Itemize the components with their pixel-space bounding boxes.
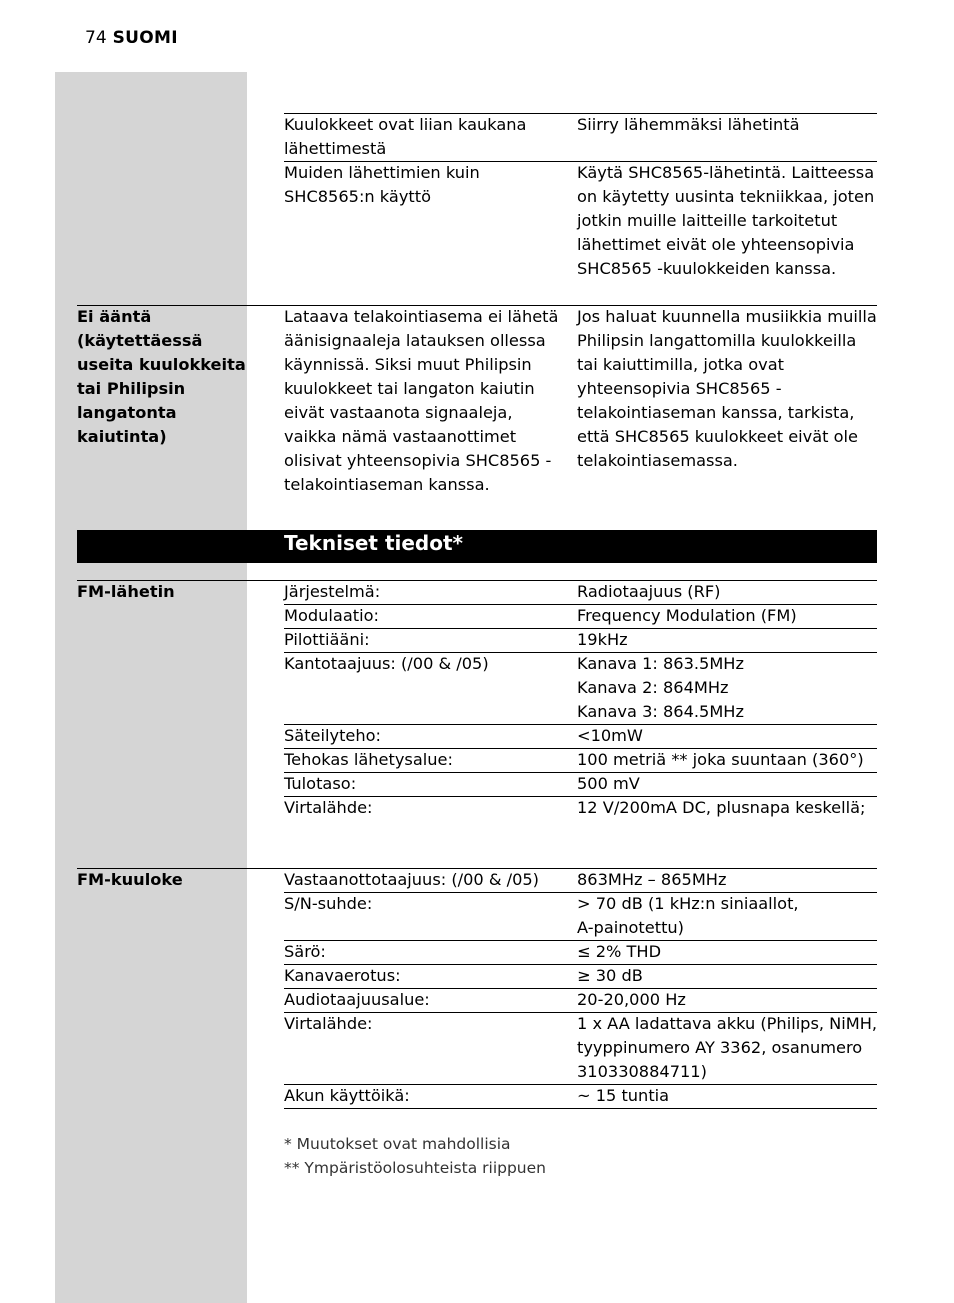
spec-label: Tulotaso: bbox=[284, 774, 357, 793]
spec-label: Virtalähde: bbox=[284, 798, 373, 817]
footnote: ** Ympäristöolosuhteista riippuen bbox=[284, 1159, 546, 1177]
spec-value: 1 x AA ladattava akku (Philips, NiMH, tyyppinumero AY 3362, osanumero 310330884711) bbox=[577, 1014, 878, 1081]
language-label: SUOMI bbox=[112, 28, 178, 48]
spec-label: Vastaanottotaajuus: (/00 & /05) bbox=[284, 870, 539, 889]
transmitter-heading: FM-lähetin bbox=[77, 582, 175, 601]
spec-value: ~ 15 tuntia bbox=[577, 1086, 670, 1105]
solution-cell: Käytä SHC8565-lähetintä. Laitteessa on käytetty uusinta tekniikkaa, joten jotkin muille laitteille tarkoitetut lähettimet eivät ole yhteensopivia SHC8565 -kuulokkeiden kanssa. bbox=[577, 163, 875, 278]
spec-label: Modulaatio: bbox=[284, 606, 379, 625]
spec-label: Säteilyteho: bbox=[284, 726, 381, 745]
page-number: 74 bbox=[85, 28, 107, 48]
spec-value: 863MHz – 865MHz bbox=[577, 870, 727, 889]
headphone-heading: FM-kuuloke bbox=[77, 870, 183, 889]
left-margin-band bbox=[55, 72, 247, 1303]
footnote: * Muutokset ovat mahdollisia bbox=[284, 1135, 511, 1153]
spec-label: Virtalähde: bbox=[284, 1014, 373, 1033]
solution-cell: Jos haluat kuunnella musiikkia muilla Philipsin langattomilla kuulokkeilla tai kaiuttimilla, jotka ovat yhteensopivia SHC8565 -telakointiaseman kanssa, tarkista, että SHC8565 kuulokkeet eivät ole telakointiasemassa. bbox=[577, 307, 877, 470]
spec-label: Akun käyttöikä: bbox=[284, 1086, 410, 1105]
page-header bbox=[85, 26, 178, 50]
spec-label: S/N-suhde: bbox=[284, 894, 373, 913]
spec-value: > 70 dB (1 kHz:n siniaallot, A-painotettu) bbox=[577, 894, 799, 937]
spec-value: 20-20,000 Hz bbox=[577, 990, 686, 1009]
spec-label: Särö: bbox=[284, 942, 326, 961]
solution-cell: Siirry lähemmäksi lähetintä bbox=[577, 115, 800, 134]
spec-value: Frequency Modulation (FM) bbox=[577, 606, 797, 625]
problem-heading: Ei ääntä (käytettäessä useita kuulokkeita tai Philipsin langatonta kaiutinta) bbox=[77, 307, 246, 446]
spec-value: 12 V/200mA DC, plusnapa keskellä; bbox=[577, 798, 866, 817]
spec-value: 100 metriä ** joka suuntaan (360°) bbox=[577, 750, 864, 769]
cause-cell: Kuulokkeet ovat liian kaukana lähettimestä bbox=[284, 115, 527, 158]
spec-value: <10mW bbox=[577, 726, 643, 745]
spec-value: Radiotaajuus (RF) bbox=[577, 582, 721, 601]
spec-label: Järjestelmä: bbox=[284, 582, 381, 601]
spec-value: 500 mV bbox=[577, 774, 640, 793]
spec-label: Kantotaajuus: (/00 & /05) bbox=[284, 654, 489, 673]
spec-label: Tehokas lähetysalue: bbox=[284, 750, 453, 769]
section-title-band bbox=[77, 530, 877, 563]
spec-value: 19kHz bbox=[577, 630, 628, 649]
spec-label: Audiotaajuusalue: bbox=[284, 990, 430, 1009]
spec-value: Kanava 1: 863.5MHz Kanava 2: 864MHz Kanava 3: 864.5MHz bbox=[577, 654, 744, 721]
spec-value: ≥ 30 dB bbox=[577, 966, 643, 985]
spec-label: Kanavaerotus: bbox=[284, 966, 401, 985]
spec-label: Pilottiääni: bbox=[284, 630, 370, 649]
spec-value: ≤ 2% THD bbox=[577, 942, 662, 961]
cause-cell: Lataava telakointiasema ei lähetä äänisignaaleja latauksen ollessa käynnissä. Siksi muut Philipsin kuulokkeet tai langaton kaiutin eivät vastaanota signaaleja, vaikka nämä vastaanottimet olisivat yhteensopivia SHC8565 -telakointiaseman kanssa. bbox=[284, 307, 559, 494]
cause-cell: Muiden lähettimien kuin SHC8565:n käyttö bbox=[284, 163, 480, 206]
table-rule bbox=[284, 1108, 877, 1109]
section-title: Tekniset tiedot* bbox=[284, 531, 463, 555]
